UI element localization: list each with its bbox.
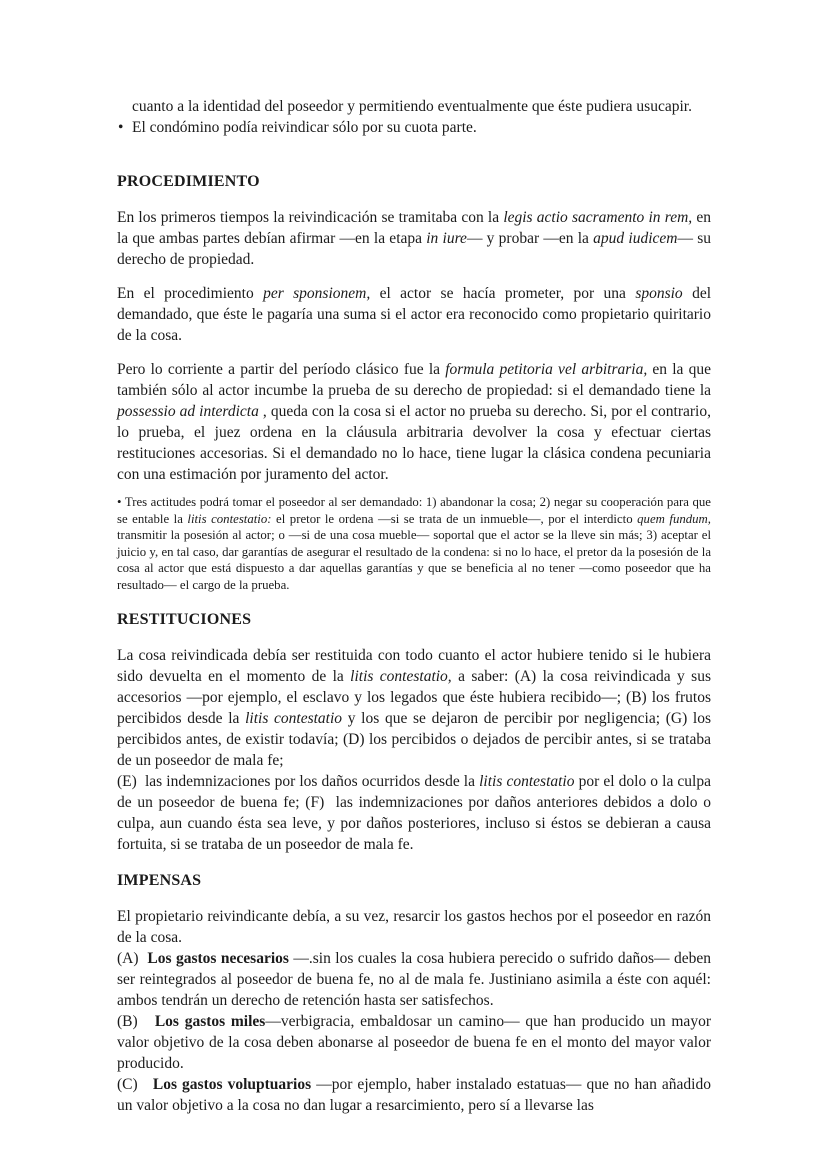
section-impensas (117, 870, 711, 1116)
sections (117, 171, 711, 1116)
section-restituciones (117, 609, 711, 855)
paragraph: En el procedimiento per sponsionem, el actor se hacía prometer, por una sponsio del demandado, que éste le pagaría una suma si el actor era reconocido como propietario quiritario de la cosa. (117, 285, 712, 344)
section-heading: IMPENSAS (117, 871, 202, 889)
paragraph: En los primeros tiempos la reivindicación se tramitaba con la legis actio sacramento in rem, en la que ambas partes debían afirmar —en la etapa in iure— y probar —en la apud iudicem— su derecho de propiedad. (117, 209, 711, 268)
paragraph: Pero lo corriente a partir del período clásico fue la formula petitoria vel arbitraria, en la que también sólo al actor incumbe la prueba de su derecho de propiedad: si el demandado tiene la possessio ad interdicta , queda con la cosa si el actor no prueba su derecho. Si, por el contrario, lo prueba, el juez ordena en la cláusula arbitraria devolver la cosa y efectuar ciertas restituciones accesorias. Si el demandado no lo hace, tiene lugar la clásica condena pecuniaria con una estimación por juramento del actor. (117, 361, 711, 483)
bullet-icon: • (118, 119, 124, 136)
paragraph: El propietario reivindicante debía, a su vez, resarcir los gastos hechos por el poseedor en razón de la cosa. (117, 907, 711, 946)
section-heading: RESTITUCIONES (117, 610, 252, 628)
paragraph: La cosa reivindicada debía ser restituida con todo cuanto el actor hubiere tenido si le hubiera sido devuelta en el momento de la litis contestatio, a saber: (A) la cosa reivindicada y sus accesorios —por ejemplo, el esclavo y los legados que éste hubiera recibido—; (B) los frutos percibidos desde la litis contestatio y los que se dejaron de percibir por negligencia; (G) los percibidos antes, de existir todavía; (D) los percibidos o dejados de percibir antes, si se trataba de un poseedor de mala fe; (117, 646, 711, 769)
paragraph: (A) Los gastos necesarios —.sin los cuales la cosa hubiera perecido o sufrido daños— deben ser reintegrados al poseedor de buena fe, no al de mala fe. Justiniano asimila a éste con aquél: ambos tendrán un derecho de retención hasta ser satisfechos. (117, 949, 711, 1009)
section-procedimiento (117, 171, 711, 594)
paragraph: (B) Los gastos miles—verbigracia, embaldosar un camino— que han producido un mayor valor objetivo de la cosa deben abonarse al poseedor de buena fe en el monto del mayor valor producido. (117, 1012, 711, 1072)
bullet-item (117, 117, 711, 138)
bullet-text: El condómino podía reivindicar sólo por su cuota parte. (132, 119, 477, 136)
paragraph: • Tres actitudes podrá tomar el poseedor al ser demandado: 1) abandonar la cosa; 2) negar su cooperación para que se entable la litis contestatio: el pretor le ordena —si se trata de un inmueble—, por el interdicto quem fundum, transmitir la posesión al actor; o —si de una cosa mueble— soportal que el actor se la lleve sin más; 3) aceptar el juicio y, en tal caso, dar garantías de asegurar el resultado de la condena: si no lo hace, el pretor da la posesión de la cosa al actor que está dispuesto a dar aquellas garantías y que se beneficia al no tener —como poseedor que ha resultado— el cargo de la prueba. (117, 495, 711, 592)
paragraph: (C) Los gastos voluptuarios —por ejemplo, haber instalado estatuas— que no han añadido un valor objetivo a la cosa no dan lugar a resarcimiento, pero sí a llevarse las (117, 1075, 711, 1114)
paragraph: (E) las indemnizaciones por los daños ocurridos desde la litis contestatio por el dolo o la culpa de un poseedor de buena fe; (F) las indemnizaciones por daños anteriores debidos a dolo o culpa, aun cuando ésta sea leve, y por daños posteriores, incluso si éstos se debieran a causa fortuita, si se trataba de un poseedor de mala fe. (117, 772, 711, 853)
continuation-line: cuanto a la identidad del poseedor y permitiendo eventualmente que éste pudiera usucapir. (132, 98, 692, 115)
section-heading: PROCEDIMIENTO (117, 173, 260, 190)
